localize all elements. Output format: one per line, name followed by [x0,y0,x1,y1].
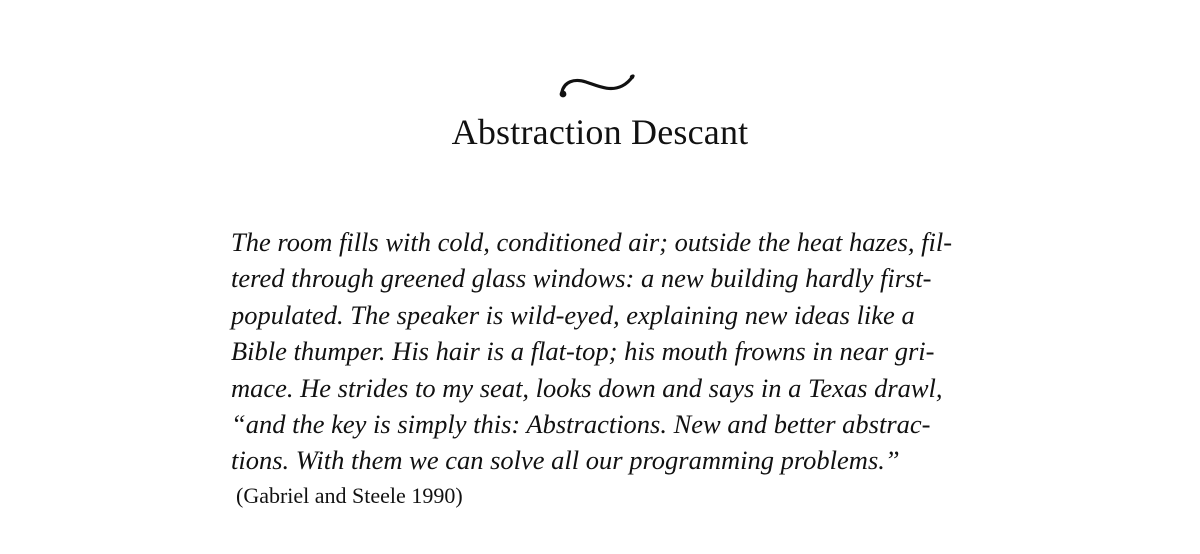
quote-line: populated. The speaker is wild-eyed, explaining new ideas like a [231,299,915,330]
quote-line: mace. He strides to my seat, looks down and says in a Texas drawl, [231,372,943,403]
quote-line: tered through greened glass windows: a new building hardly first- [231,263,932,294]
chapter-title: Abstraction Descant [451,112,749,152]
quote-line: Bible thumper. His hair is a flat-top; his mouth frowns in near gri- [231,336,935,367]
quote-line: The room fills with cold, conditioned air; outside the heat hazes, fil- [231,227,953,257]
swash-tilde-icon [554,70,638,100]
epigraph-quote [231,224,991,479]
quote-citation: (Gabriel and Steele 1990) [236,483,463,508]
quote-line: tions. With them we can solve all our programming problems.” [231,445,900,476]
quote-line: “and the key is simply this: Abstractions. New and better abstrac- [231,409,931,440]
